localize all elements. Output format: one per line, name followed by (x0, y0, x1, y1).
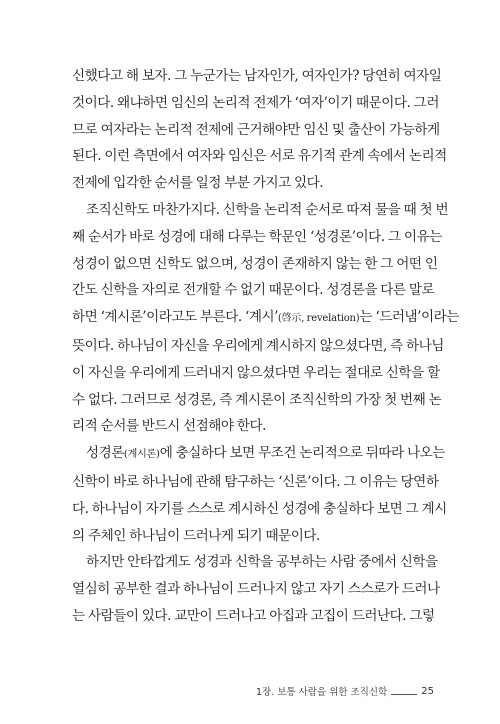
text-line: 뜻이다. 하나님이 자신을 우리에게 계시하지 않으셨다면, 즉 하나님 (72, 337, 444, 354)
chapter-title: 1장. 보통 사람을 위한 조직신학 (255, 687, 388, 698)
text-line: 이 자신을 우리에게 드러내지 않으셨다면 우리는 절대로 신학을 할 (72, 364, 440, 381)
page-number: 25 (421, 685, 434, 697)
paragraph-1 (72, 63, 447, 197)
text-line: 신학이 바로 하나님에 관해 탐구하는 ‘신론’이다. 그 이유는 당연하 (72, 473, 439, 490)
text-line: 성경이 없으면 신학도 없으며, 성경이 존재하지 않는 한 그 어떤 인 (72, 255, 438, 272)
text-line: 리적 순서를 반드시 선점해야 한다. (72, 418, 266, 435)
text-line: 는 사람들이 있다. 교만이 드러나고 아집과 고집이 드러난다. 그렇 (72, 607, 435, 624)
body-text (72, 63, 459, 630)
paragraph-2 (72, 197, 459, 440)
text-line: 의 주체인 하나님이 드러나게 되기 때문이다. (72, 527, 320, 544)
text-line (72, 549, 438, 576)
text-line (72, 197, 449, 224)
text-line: 째 순서가 바로 성경에 대해 다루는 학문인 ‘성경론’이다. 그 이유는 (72, 228, 442, 245)
hanja-gloss: (啓示, revelation) (277, 313, 360, 325)
text-line-content: 는 ‘드러냄’이라는 (359, 309, 459, 326)
text-line-content: 하지만 안타깝게도 성경과 신학을 공부하는 사람 중에서 신학을 (86, 554, 438, 571)
text-line-content: 하면 ‘계시론’이라고도 부른다. ‘계시’ (72, 309, 278, 326)
page-footer (256, 684, 434, 698)
text-line: 간도 신학을 자의로 전개할 수 없기 때문이다. 성경론을 다른 말로 (72, 282, 435, 299)
text-line: 된다. 이런 측면에서 여자와 임신은 서로 유기적 관계 속에서 논리적 (72, 148, 447, 165)
text-line: 다. 하나님이 자기를 스스로 계시하신 성경에 충실하다 보면 그 계시 (72, 500, 447, 517)
footer-rule (391, 694, 417, 695)
text-line: 전제에 입각한 순서를 일정 부분 가지고 있다. (72, 175, 324, 192)
text-line-content: 조직신학도 마찬가지다. 신학을 논리적 순서로 따져 물을 때 첫 번 (86, 201, 449, 218)
text-line: 수 없다. 그러므로 성경론, 즉 계시론이 조직신학의 가장 첫 번째 논 (72, 391, 442, 408)
text-line: 므로 여자라는 논리적 전제에 근거해야만 임신 및 출산이 가능하게 (72, 121, 440, 138)
text-line-content: 에 충실하다 보면 무조건 논리적으로 뒤따라 나오는 (159, 445, 445, 462)
text-line (72, 440, 445, 469)
text-line: 열심히 공부한 결과 하나님이 드러나지 않고 자기 스스로가 드러나 (72, 581, 440, 598)
text-line: 것이다. 왜냐하면 임신의 논리적 전제가 ‘여자’이기 때문이다. 그러 (72, 94, 439, 111)
text-line: 신했다고 해 보자. 그 누군가는 남자인가, 여자인가? 당연히 여자일 (72, 68, 442, 84)
text-line (72, 304, 459, 333)
gloss: (계시론) (123, 449, 160, 461)
paragraph-3 (72, 440, 447, 549)
paragraph-4 (72, 549, 440, 629)
text-line-content: 성경론 (86, 445, 124, 462)
